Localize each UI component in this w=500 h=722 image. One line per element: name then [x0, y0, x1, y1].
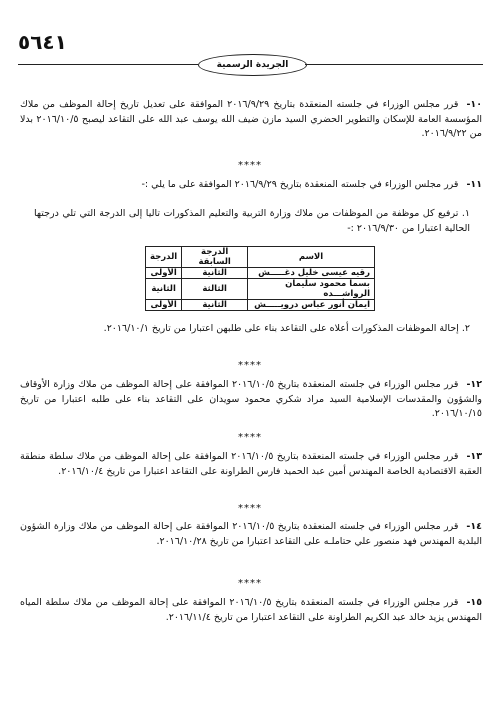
item-10 — [20, 98, 482, 142]
cell-previous-grade: الثانية — [182, 300, 248, 311]
item-text: قرر مجلس الوزراء في جلسته المنعقدة بتاريخ ٢٠١٦/١٠/٥ الموافقة على إحالة الموظف من ملاك وزارة الشؤون البلدية المهندس فهد منصور علي حتاملـه على التقاعد اعتبارا من تاريخ ٢٠١٦/١٠/٢٨. — [20, 521, 482, 547]
item-14 — [20, 520, 482, 549]
sub-item-2 — [34, 322, 470, 337]
item-13 — [20, 450, 482, 479]
item-number: ١٣- — [466, 451, 482, 462]
header-rule-left — [18, 64, 198, 65]
sub-item-number: ١. — [461, 208, 470, 219]
item-number: ١١- — [466, 179, 482, 190]
item-11 — [20, 178, 482, 193]
table-row — [146, 268, 375, 279]
cell-name: بسما محمود سليمان الرواشـــده — [248, 279, 375, 300]
item-text: قرر مجلس الوزراء في جلسته المنعقدة بتاريخ ٢٠١٦/١٠/٥ الموافقة على إحالة الموظف من ملاك سلطة المياه المهندس يزيد خالد عبد الكريم الطراونة على التقاعد اعتبارا من تاريخ ٢٠١٦/١١/٤. — [20, 597, 482, 623]
cell-grade: الأولى — [146, 300, 182, 311]
table-row — [146, 279, 375, 300]
table-row — [146, 300, 375, 311]
separator: **** — [238, 160, 262, 171]
sub-item-number: ٢. — [461, 323, 470, 334]
cell-previous-grade: الثالثة — [182, 279, 248, 300]
header-name: الاسم — [248, 247, 375, 268]
cell-grade: الثانية — [146, 279, 182, 300]
item-number: ١٢- — [466, 379, 482, 390]
item-number: ١٠- — [466, 99, 482, 110]
item-15 — [20, 596, 482, 625]
employees-table — [145, 246, 375, 311]
item-text: قرر مجلس الوزراء في جلسته المنعقدة بتاريخ ٢٠١٦/١٠/٥ الموافقة على إحالة الموظف من ملاك سلطة منطقة العقبة الاقتصادية الخاصة المهندس أمين عبد الحميد فارس الطراونة على التقاعد اعتبارا من تاريخ ٢٠١٦/١٠/٤. — [20, 451, 482, 477]
sub-item-text: إحالة الموظفات المذكورات أعلاه على التقاعد بناء على طلبهن اعتبارا من تاريخ ٢٠١٦/١٠/١. — [103, 323, 459, 334]
item-text: قرر مجلس الوزراء في جلسته المنعقدة بتاريخ ٢٠١٦/٩/٢٩ الموافقة على تعديل تاريخ إحالة الموظف من ملاك المؤسسة العامة للإسكان والتطوير الحضري السيد مازن ضيف الله يوسف عبد الله على التقاعد ليصبح ٢٠١٦/١٠/٥ بدلا من ٢٠١٦/٩/٢٢. — [20, 99, 482, 139]
item-number: ١٤- — [466, 521, 482, 532]
cell-previous-grade: الثانية — [182, 268, 248, 279]
sub-item-1 — [34, 207, 470, 236]
cell-name: ايمان أنور عباس درويـــــش — [248, 300, 375, 311]
item-text: قرر مجلس الوزراء في جلسته المنعقدة بتاريخ ٢٠١٦/٩/٢٩ الموافقة على ما يلي :- — [141, 179, 459, 190]
item-text: قرر مجلس الوزراء في جلسته المنعقدة بتاريخ ٢٠١٦/١٠/٥ الموافقة على إحالة الموظف من ملاك وزارة الأوقاف والشؤون والمقدسات الإسلامية السيد مراد شكري محمود سويدان على التقاعد بناء على طلبه اعتبارا من تاريخ ٢٠١٦/١٠/١٥. — [20, 379, 482, 419]
item-12 — [20, 378, 482, 422]
separator: **** — [238, 432, 262, 443]
table-header-row — [146, 247, 375, 268]
separator: **** — [238, 360, 262, 371]
item-number: ١٥- — [466, 597, 482, 608]
separator: **** — [238, 578, 262, 589]
cell-grade: الأولى — [146, 268, 182, 279]
cell-name: رقيه عيسى خليل دغـــــش — [248, 268, 375, 279]
gazette-title-badge: الجريدة الرسمية — [198, 54, 307, 76]
header-rule-right — [305, 64, 483, 65]
sub-item-text: ترفيع كل موظفة من الموظفات من ملاك وزارة التربية والتعليم المذكورات تاليا إلى الدرجة التي تلي درجتها الحالية اعتبارا من ٢٠١٦/٩/٣٠ :- — [34, 208, 470, 234]
page-number: ٥٦٤١ — [18, 30, 67, 54]
header-previous-grade: الدرجة السابقة — [182, 247, 248, 268]
header-grade: الدرجة — [146, 247, 182, 268]
separator: **** — [238, 503, 262, 514]
